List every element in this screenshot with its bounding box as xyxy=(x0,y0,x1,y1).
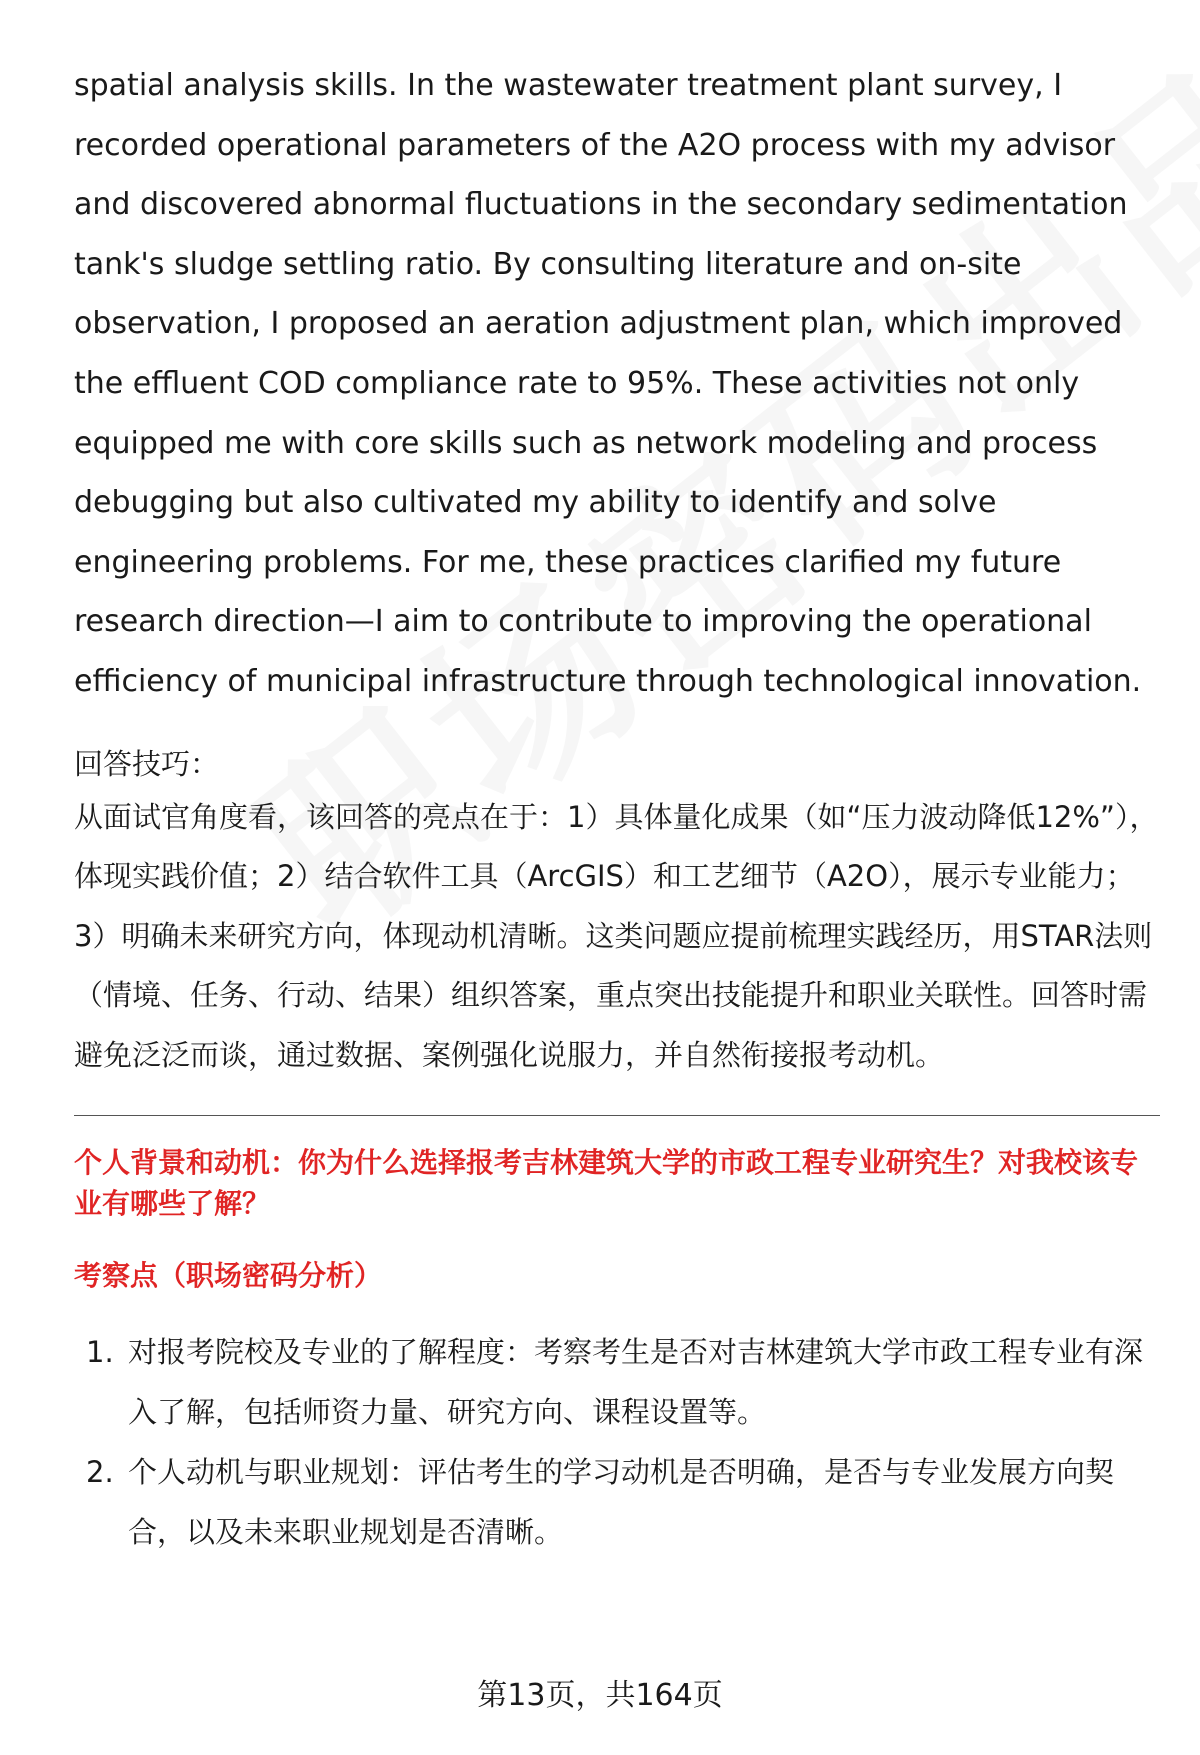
focus-points-list xyxy=(74,1322,1160,1562)
list-item-number: 1. xyxy=(86,1335,114,1370)
list-item xyxy=(74,1442,1160,1562)
list-item-number: 2. xyxy=(86,1455,114,1490)
page-content xyxy=(74,56,1160,1562)
list-item-text: 个人动机与职业规划：评估考生的学习动机是否明确，是否与专业发展方向契合，以及未来职业规划是否清晰。 xyxy=(128,1455,1115,1550)
list-item-text: 对报考院校及专业的了解程度：考察考生是否对吉林建筑大学市政工程专业有深入了解，包括师资力量、研究方向、课程设置等。 xyxy=(128,1335,1144,1430)
question-heading: 个人背景和动机：你为什么选择报考吉林建筑大学的市政工程专业研究生？对我校该专业有哪些了解？ xyxy=(74,1146,1139,1221)
page-footer: 第13页，共164页 xyxy=(477,1678,723,1713)
list-item xyxy=(74,1322,1160,1442)
tips-label: 回答技巧： xyxy=(74,746,220,781)
section-divider xyxy=(74,1115,1160,1116)
answer-paragraph: spatial analysis skills. In the wastewater treatment plant survey, I recorded operational parameters of the A2O process with my advisor and discovered abnormal fluctuations in the secondary sedimentation tank's sludge settling ratio. By consulting literature and on-site observation, I proposed an aeration adjustment plan, which improved the effluent COD compliance rate to 95%. These activities not only equipped me with core skills such as network modeling and process debugging but also cultivated my ability to identify and solve engineering problems. For me, these practices clarified my future research direction—I aim to contribute to improving the operational efficiency of municipal infrastructure through technological innovation. xyxy=(74,68,1142,699)
tips-body: 从面试官角度看，该回答的亮点在于：1）具体量化成果（如“压力波动降低12%”），体现实践价值；2）结合软件工具（ArcGIS）和工艺细节（A2O），展示专业能力；3）明确未来研究方向，体现动机清晰。这类问题应提前梳理实践经历，用STAR法则（情境、任务、行动、结果）组织答案，重点突出技能提升和职业关联性。回答时需避免泛泛而谈，通过数据、案例强化说服力，并自然衔接报考动机。 xyxy=(74,799,1159,1072)
focus-heading: 考察点（职场密码分析） xyxy=(74,1259,383,1293)
